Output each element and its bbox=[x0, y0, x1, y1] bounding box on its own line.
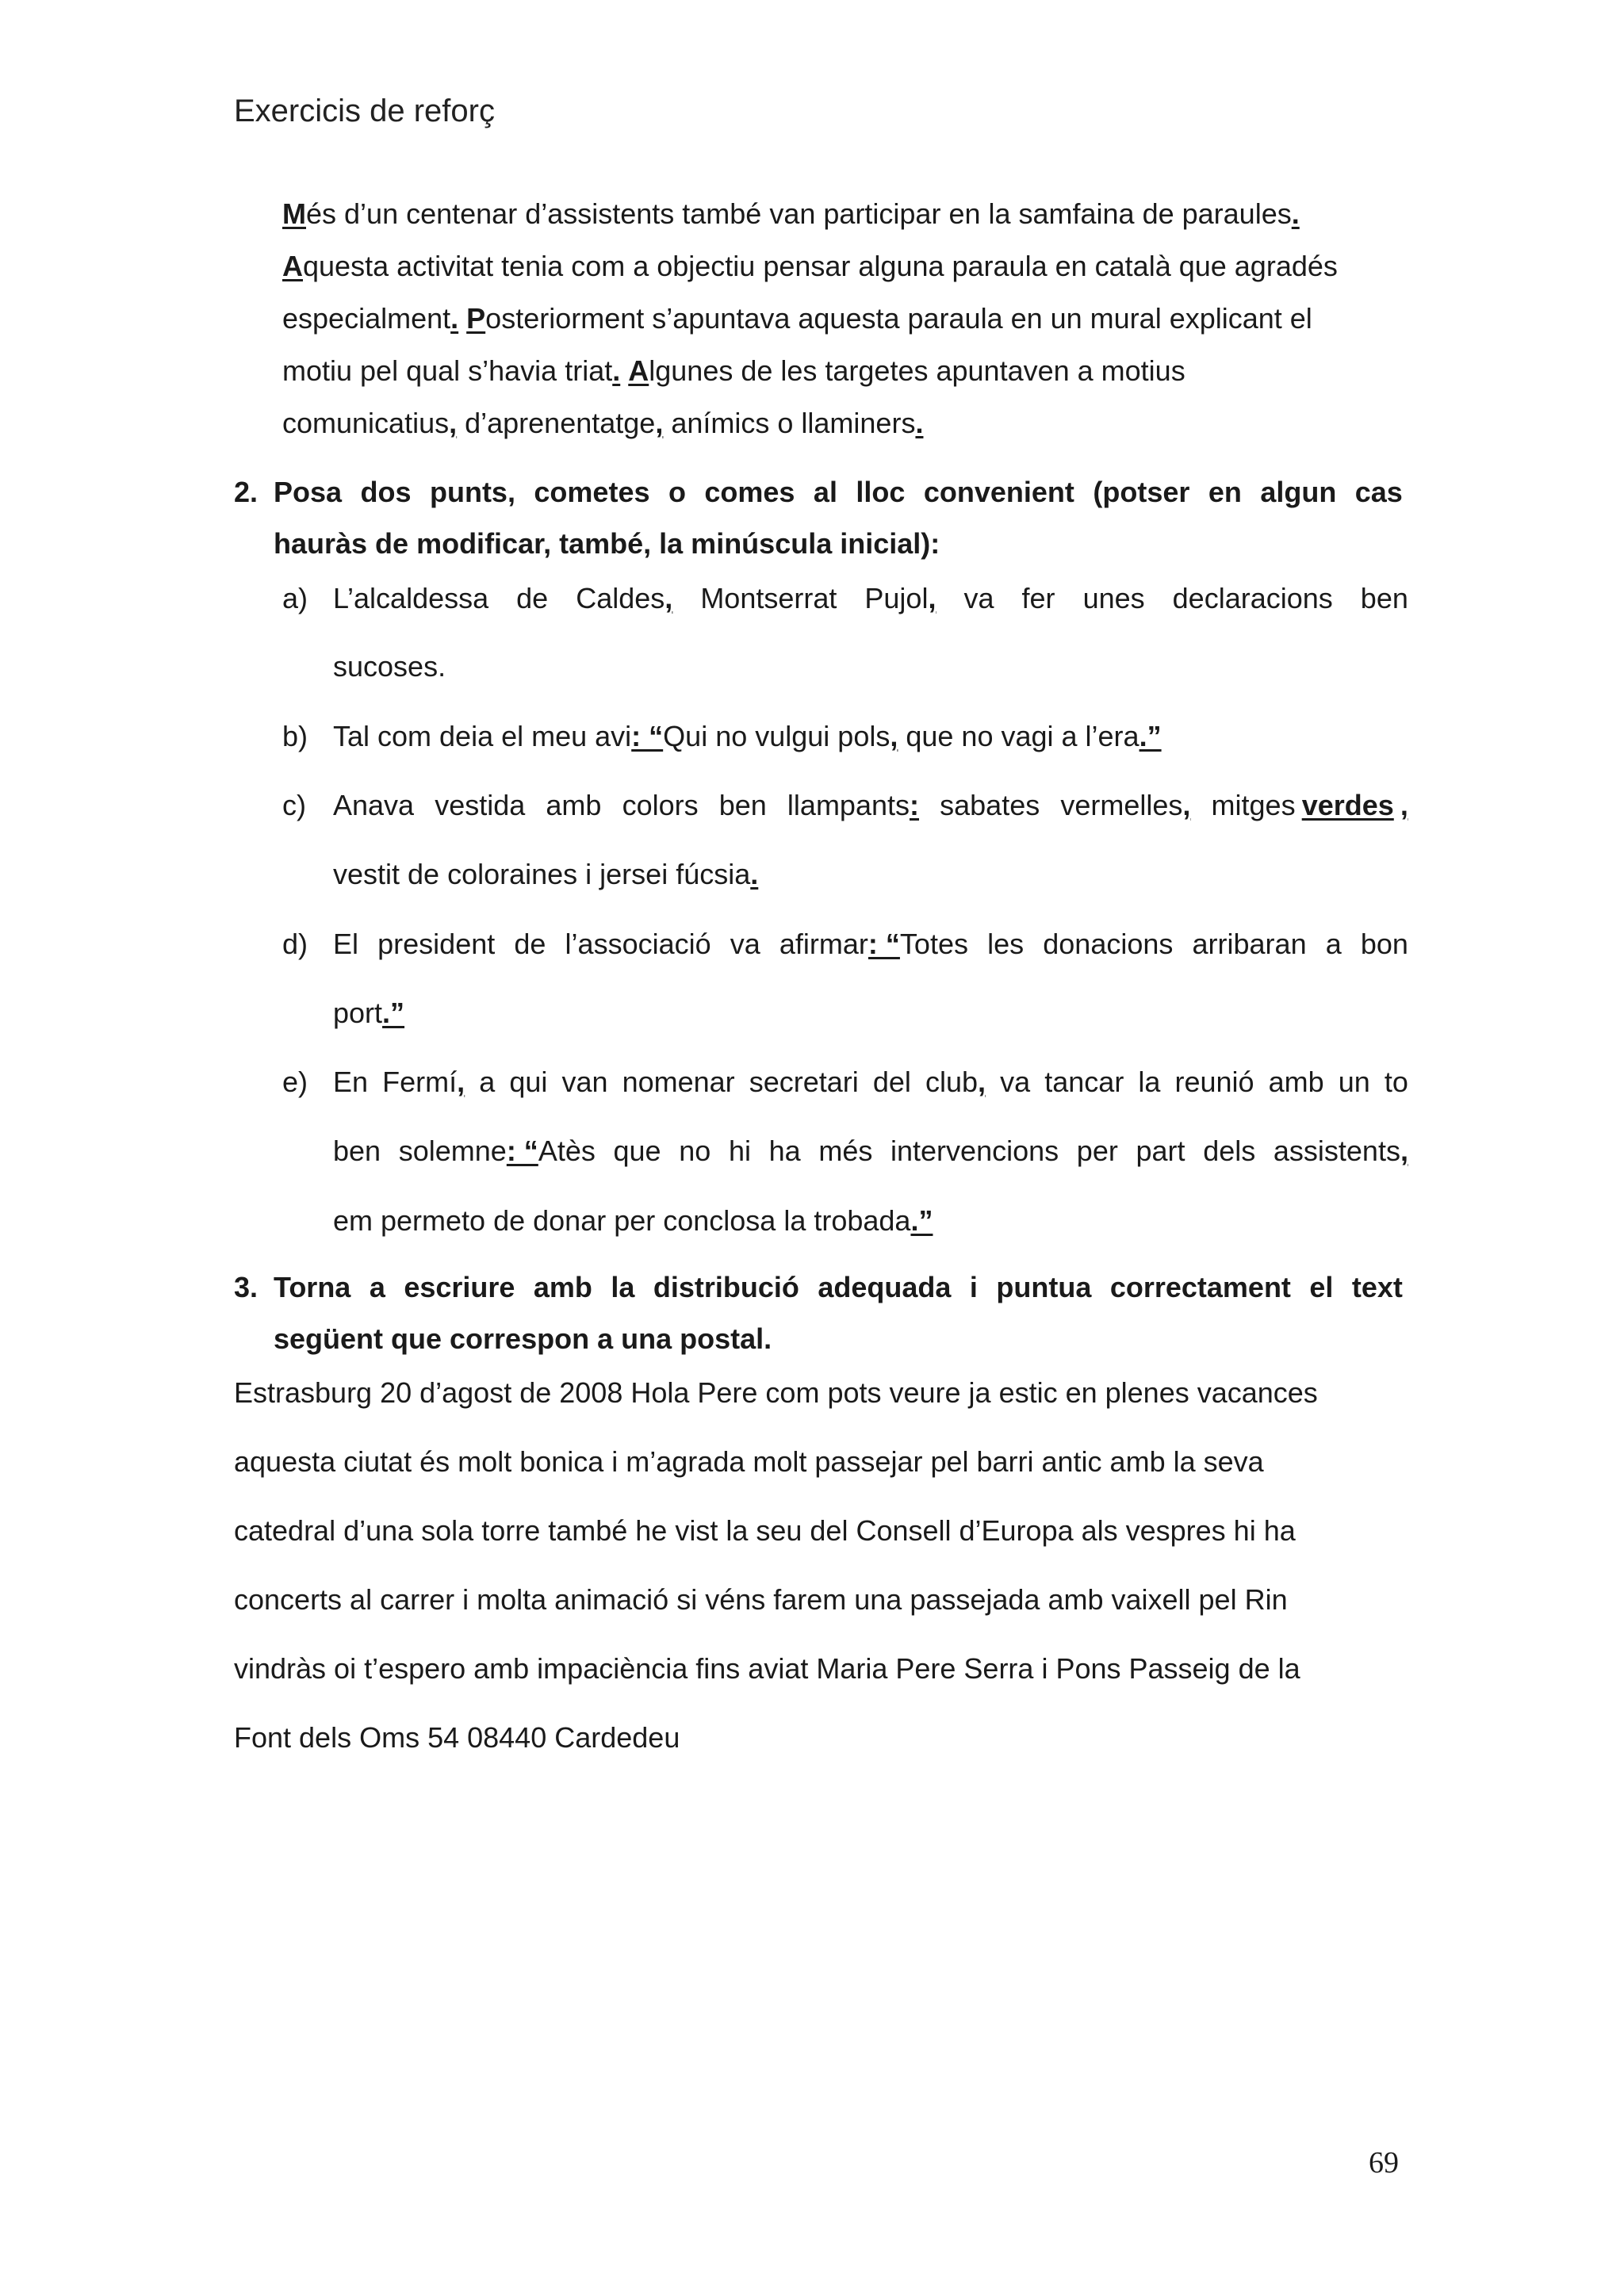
item-e-line-3: em permeto de donar per conclosa la trobada.” bbox=[333, 1204, 933, 1237]
paragraph-line-2: Aquesta activitat tenia com a objectiu pensar alguna paraula en català que agradés bbox=[282, 250, 1338, 282]
postcard-text-line-4: concerts al carrer i molta animació si véns farem una passejada amb vaixell pel Rin bbox=[234, 1583, 1288, 1616]
paragraph-line-4: motiu pel qual s’havia triat. Algunes de les targetes apuntaven a motius bbox=[282, 354, 1185, 387]
paragraph-line-3: especialment. Posteriorment s’apuntava aquesta paraula en un mural explicant el bbox=[282, 302, 1312, 335]
item-c-line-1: Anava vestida amb colors ben llampants: sabates vermelles, mitges verdes , bbox=[333, 789, 1408, 821]
item-e-label: e) bbox=[282, 1066, 308, 1098]
paragraph-line-5: comunicatius, d’aprenentatge, anímics o llaminers. bbox=[282, 407, 924, 439]
postcard-text-line-3: catedral d’una sola torre també he vist la seu del Consell d’Europa als vespres hi ha bbox=[234, 1514, 1296, 1547]
postcard-text-line-2: aquesta ciutat és molt bonica i m’agrada molt passejar pel barri antic amb la seva bbox=[234, 1445, 1264, 1478]
question-3-number: 3. bbox=[234, 1271, 259, 1303]
page-number: 69 bbox=[1369, 2146, 1399, 2179]
item-d-line-1: El president de l’associació va afirmar: “Totes les donacions arribaran a bon bbox=[333, 928, 1408, 960]
item-d-line-2: port.” bbox=[333, 997, 405, 1029]
item-c-label: c) bbox=[282, 789, 306, 821]
item-a-line-2: sucoses. bbox=[333, 650, 446, 683]
item-e-line-2: ben solemne: “Atès que no hi ha més intervencions per part dels assistents, bbox=[333, 1135, 1408, 1167]
postcard-text-line-6: Font dels Oms 54 08440 Cardedeu bbox=[234, 1721, 680, 1754]
item-a-label: a) bbox=[282, 582, 308, 614]
item-c-line-2: vestit de coloraines i jersei fúcsia. bbox=[333, 858, 759, 890]
paragraph-line-1: Més d’un centenar d’assistents també van participar en la samfaina de paraules. bbox=[282, 197, 1300, 230]
item-e-line-1: En Fermí, a qui van nomenar secretari del club, va tancar la reunió amb un to bbox=[333, 1066, 1408, 1098]
item-b-label: b) bbox=[282, 720, 308, 752]
page-header: Exercicis de reforç bbox=[234, 94, 495, 128]
question-3-title-line-2: següent que correspon a una postal. bbox=[274, 1322, 772, 1355]
question-3-title-line-1: Torna a escriure amb la distribució adequada i puntua correctament el text bbox=[274, 1271, 1403, 1303]
postcard-text-line-5: vindràs oi t’espero amb impaciència fins aviat Maria Pere Serra i Pons Passeig de la bbox=[234, 1652, 1300, 1685]
item-d-label: d) bbox=[282, 928, 308, 960]
item-b-line-1: Tal com deia el meu avi: “Qui no vulgui pols, que no vagi a l’era.” bbox=[333, 720, 1162, 752]
question-2-title-line-1: Posa dos punts, cometes o comes al lloc convenient (potser en algun cas bbox=[274, 476, 1403, 508]
postcard-text-line-1: Estrasburg 20 d’agost de 2008 Hola Pere com pots veure ja estic en plenes vacances bbox=[234, 1376, 1318, 1409]
question-2-number: 2. bbox=[234, 476, 259, 508]
question-2-title-line-2: hauràs de modificar, també, la minúscula inicial): bbox=[274, 527, 940, 560]
item-a-line-1: L’alcaldessa de Caldes, Montserrat Pujol, va fer unes declaracions ben bbox=[333, 582, 1408, 614]
